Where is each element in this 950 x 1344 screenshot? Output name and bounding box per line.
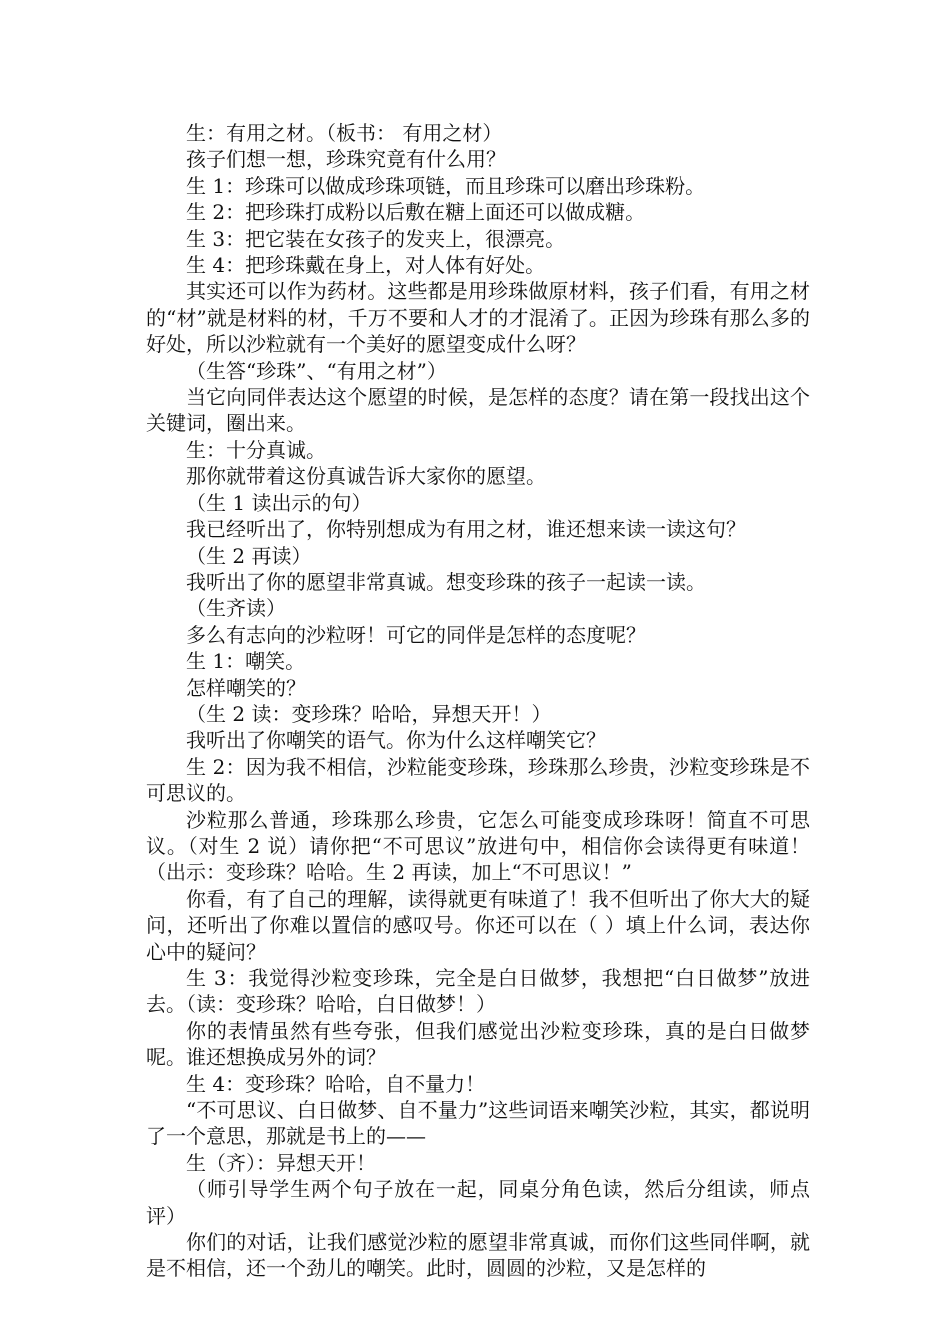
paragraph: 生：有用之材。（板书： 有用之材） (186, 121, 503, 145)
paragraph: 你的表情虽然有些夸张，但我们感觉出沙粒变珍珠，真的是白日做梦呢。谁还想换成另外的词？ (146, 1018, 810, 1070)
paragraph: 生 3：把它装在女孩子的发夹上，很漂亮。 (186, 226, 566, 251)
paragraph: 怎样嘲笑的？ (186, 675, 306, 700)
paragraph: （生 2 读：变珍珠？哈哈，异想天开！） (186, 701, 552, 726)
paragraph: 生 1：嘲笑。 (186, 649, 306, 674)
paragraph: （生答“珍珠”、“有用之材”） (186, 358, 447, 383)
paragraph: “不可思议、白日做梦、自不量力”这些词语来嘲笑沙粒，其实，都说明了一个意思，那就是书上的—— (146, 1098, 810, 1149)
paragraph: （生 2 再读） (186, 543, 312, 568)
paragraph: 当它向同伴表达这个愿望的时候，是怎样的态度？请在第一段找出这个关键词，圈出来。 (146, 385, 810, 436)
paragraph: 我已经听出了，你特别想成为有用之材，谁还想来读一读这句？ (186, 517, 746, 542)
paragraph: 生 2：把珍珠打成粉以后敷在糖上面还可以做成糖。 (186, 200, 646, 225)
paragraph: 生 4：变珍珠？哈哈，自不量力！ (186, 1071, 486, 1096)
paragraph: 那你就带着这份真诚告诉大家你的愿望。 (186, 464, 546, 489)
paragraph: 你们的对话，让我们感觉沙粒的愿望非常真诚，而你们这些同伴啊，就是不相信，还一个劲儿的嘲笑。此时，圆圆的沙粒，又是怎样的 (146, 1230, 810, 1281)
paragraph: 沙粒那么普通，珍珠那么珍贵，它怎么可能变成珍珠呀！简直不可思议。（对生 2 说）请你把“不可思议”放进句中，相信你会读得更有味道！（出示：变珍珠？哈哈。生 2 再读，加上“不可思议！” (146, 807, 810, 885)
paragraph: 生 1：珍珠可以做成珍珠项链，而且珍珠可以磨出珍珠粉。 (186, 173, 706, 198)
paragraph: （师引导学生两个句子放在一起，同桌分角色读，然后分组读，师点评） (146, 1177, 810, 1228)
paragraph: 生（齐）：异想天开！ (186, 1150, 376, 1175)
paragraph: 孩子们想一想，珍珠究竟有什么用？ (186, 147, 506, 172)
paragraph: 生 2：因为我不相信，沙粒能变珍珠，珍珠那么珍贵，沙粒变珍珠是不可思议的。 (146, 754, 810, 806)
paragraph: 你看，有了自己的理解，读得就更有味道了！我不但听出了你大大的疑问，还听出了你难以置信的感叹号。你还可以在（ ）填上什么词，表达你心中的疑问？ (146, 886, 810, 964)
paragraph: 我听出了你的愿望非常真诚。想变珍珠的孩子一起读一读。 (186, 569, 706, 594)
paragraph: 生：十分真诚。 (186, 437, 326, 462)
paragraph: （生 1 读出示的句） (186, 490, 372, 515)
paragraph: （生齐读） (186, 596, 286, 621)
document-body (146, 120, 810, 1282)
paragraph: 多么有志向的沙粒呀！可它的同伴是怎样的态度呢？ (186, 622, 646, 647)
paragraph: 生 3：我觉得沙粒变珍珠，完全是白日做梦，我想把“白日做梦”放进去。（读：变珍珠？哈哈，白日做梦！） (146, 966, 810, 1017)
paragraph: 生 4：把珍珠戴在身上，对人体有好处。 (186, 253, 546, 278)
paragraph: 其实还可以作为药材。这些都是用珍珠做原材料，孩子们看，有用之材的“材”就是材料的材，千万不要和人才的才混淆了。正因为珍珠有那么多的好处，所以沙粒就有一个美好的愿望变成什么呀？ (146, 279, 810, 357)
paragraph: 我听出了你嘲笑的语气。你为什么这样嘲笑它？ (186, 728, 606, 753)
